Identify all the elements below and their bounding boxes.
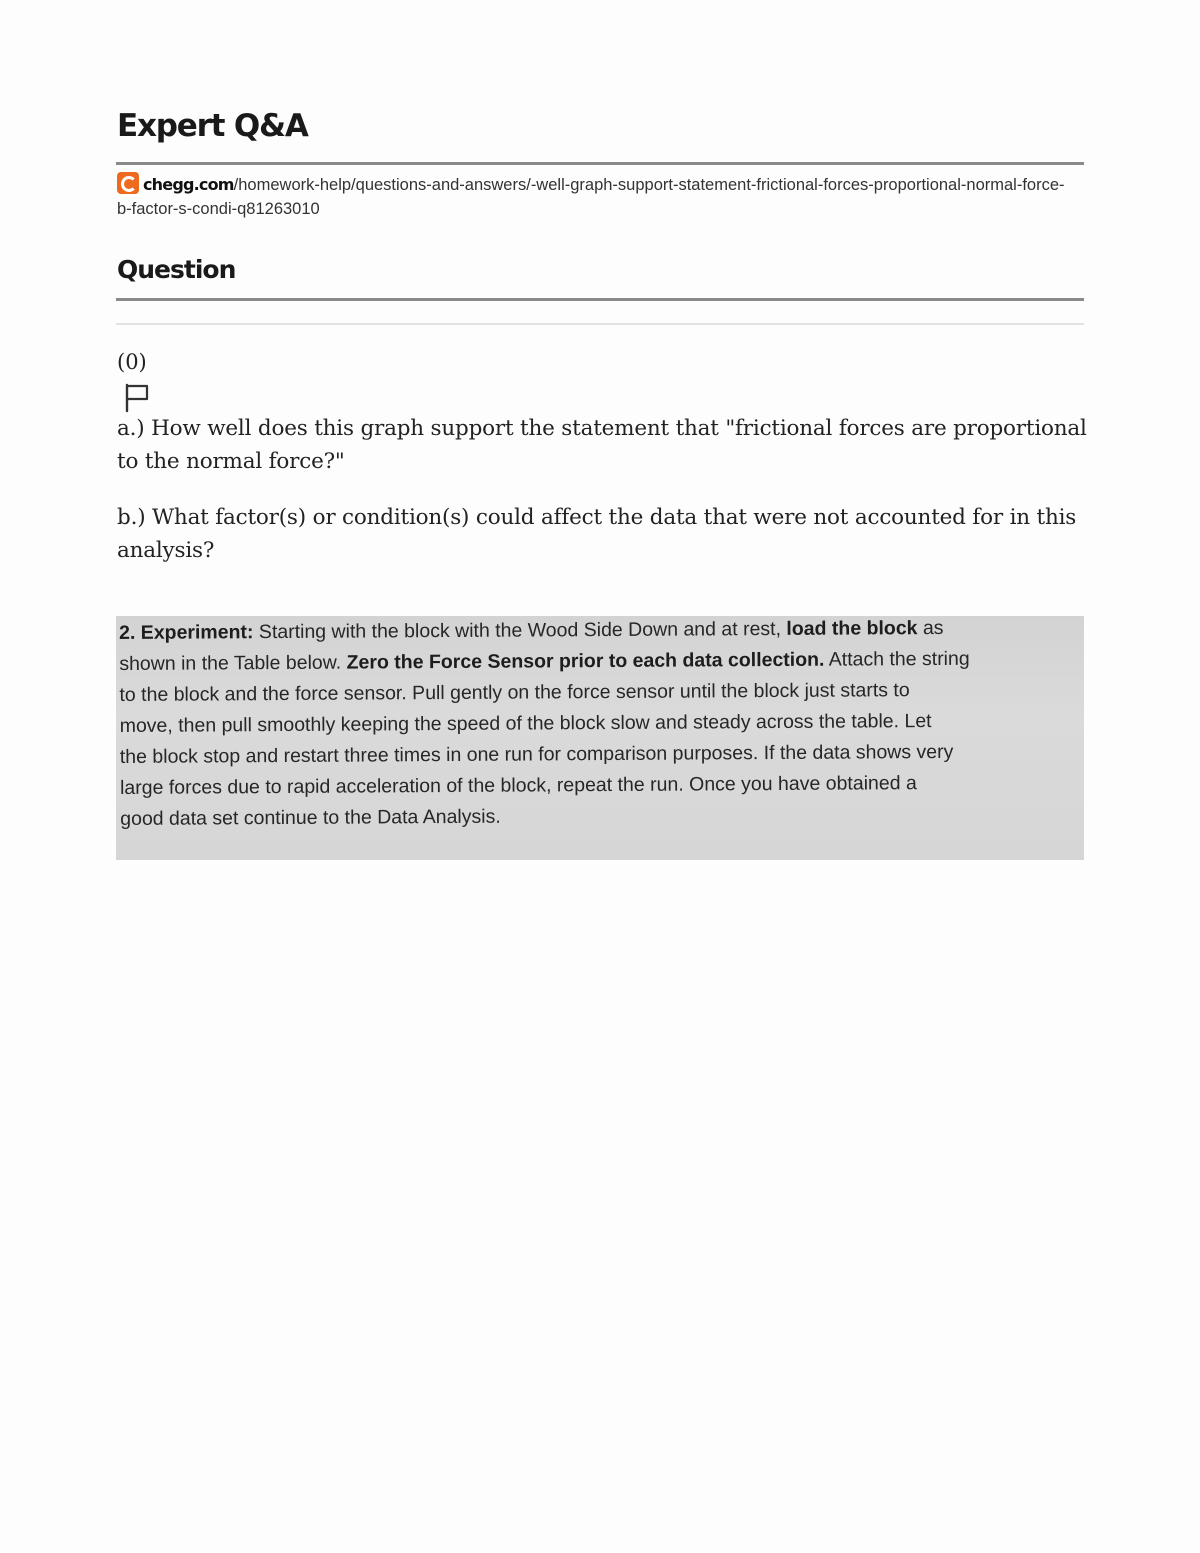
scan-text-segment: large forces due to rapid acceleration of the block, repeat the run. Once you have obtained a (119, 772, 917, 799)
scan-text-segment: as (917, 616, 944, 640)
question-part-b: b.) What factor(s) or condition(s) could affect the data that were not accounted for in this analysis? (117, 505, 1077, 563)
chegg-logo-icon (117, 172, 139, 194)
thin-divider (116, 323, 1084, 325)
flag-icon[interactable] (123, 383, 151, 413)
scan-bold-text: 2. Experiment: (119, 621, 254, 644)
scan-line (120, 798, 1080, 835)
scan-text-segment: shown in the Table below. (119, 651, 347, 675)
scan-text-segment: good data set continue to the Data Analysis. (120, 805, 501, 830)
scan-text-segment: to the block and the force sensor. Pull gently on the force sensor until the block just starts to (119, 679, 910, 706)
scan-bold-text: Zero the Force Sensor prior to each data collection. (346, 648, 825, 674)
source-domain[interactable]: chegg.com (143, 175, 234, 194)
question-scan-image (116, 616, 1084, 860)
scan-text-segment: the block stop and restart three times in one run for comparison purposes. If the data shows very (119, 740, 954, 768)
question-heading: Question (117, 255, 236, 284)
question-part-a: a.) How well does this graph support the statement that "frictional forces are proportional to the normal force?" (117, 416, 1087, 474)
question-divider (116, 298, 1084, 301)
page-title: Expert Q&A (117, 108, 308, 144)
scan-text-segment: Attach the string (824, 647, 970, 671)
scan-text-segment: Starting with the block with the Wood Side Down and at rest, (253, 617, 787, 644)
scan-text (119, 616, 1080, 835)
scan-text-segment: move, then pull smoothly keeping the speed of the block slow and steady across the table. Let (119, 710, 932, 737)
question-body (117, 412, 1087, 590)
scan-bold-text: load the block (786, 617, 918, 640)
source-path[interactable]: /homework-help/questions-and-answers/-well-graph-support-statement-frictional-forces-proportional-normal-force-b-factor-s-condi-q81263010 (117, 176, 1065, 218)
scan-line (119, 643, 1079, 680)
title-divider (116, 162, 1084, 165)
source-link[interactable] (117, 172, 1077, 221)
vote-count: (0) (117, 350, 147, 374)
scan-line (120, 736, 1080, 773)
